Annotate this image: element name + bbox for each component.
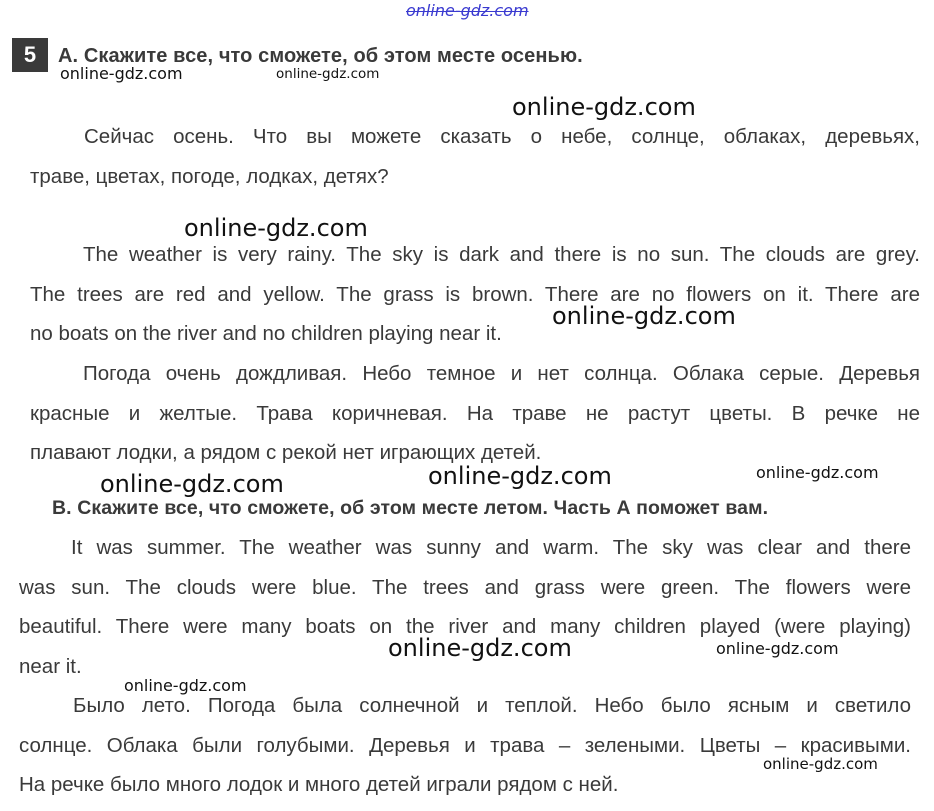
watermark: online-gdz.com [763,755,878,773]
watermark-top: online-gdz.com [406,1,529,20]
exercise-number-badge: 5 [12,38,48,72]
watermark: online-gdz.com [100,470,284,498]
question-line: Сейчас осень. Что вы можете сказать о небе, солнце, облаках, деревьях, [84,125,920,148]
watermark: online-gdz.com [184,214,368,242]
watermark: online-gdz.com [756,463,879,482]
answer-line: солнце. Облака были голубыми. Деревья и трава – зелеными. Цветы – красивыми. [19,733,911,757]
watermark: online-gdz.com [428,462,612,490]
watermark: online-gdz.com [512,93,696,121]
answer-line: Погода очень дождливая. Небо темное и нет солнца. Облака серые. Деревья [83,362,920,385]
watermark: online-gdz.com [276,66,380,82]
section-b-heading: B. Скажите все, что сможете, об этом месте летом. Часть А поможет вам. [52,497,769,519]
answer-line: The trees are red and yellow. The grass is brown. There are no flowers on it. There are [30,282,920,306]
answer-line: The weather is very rainy. The sky is dark and there is no sun. The clouds are grey. [83,243,920,266]
answer-line: It was summer. The weather was sunny and warm. The sky was clear and there [71,536,911,559]
answer-line: Было лето. Погода была солнечной и теплой. Небо было ясным и светило [73,694,911,717]
watermark: online-gdz.com [552,302,736,330]
answer-line: no boats on the river and no children playing near it. [30,322,502,345]
watermark: online-gdz.com [388,634,572,662]
section-a-answer-russian [30,354,920,473]
section-b-answer-russian [19,686,911,805]
watermark: online-gdz.com [124,676,247,695]
watermark: online-gdz.com [60,64,183,83]
answer-line: near it. [19,654,82,678]
answer-line: красные и желтые. Трава коричневая. На траве не растут цветы. В речке не [30,401,920,425]
answer-line: плавают лодки, а рядом с рекой нет играющих детей. [30,441,542,464]
answer-line: beautiful. There were many boats on the river and many children played (were playing) [19,615,911,638]
watermark: online-gdz.com [716,639,839,658]
section-a-heading: A. Скажите все, что сможете, об этом месте осенью. [58,45,583,67]
question-line: траве, цветах, погоде, лодках, детях? [30,164,389,188]
answer-line: was sun. The clouds were blue. The trees and grass were green. The flowers were [19,575,911,599]
section-a-answer-english [30,235,920,354]
section-b-answer-english [19,528,911,686]
answer-line: На речке было много лодок и много детей играли рядом с ней. [19,773,619,796]
section-a-question [30,117,920,196]
